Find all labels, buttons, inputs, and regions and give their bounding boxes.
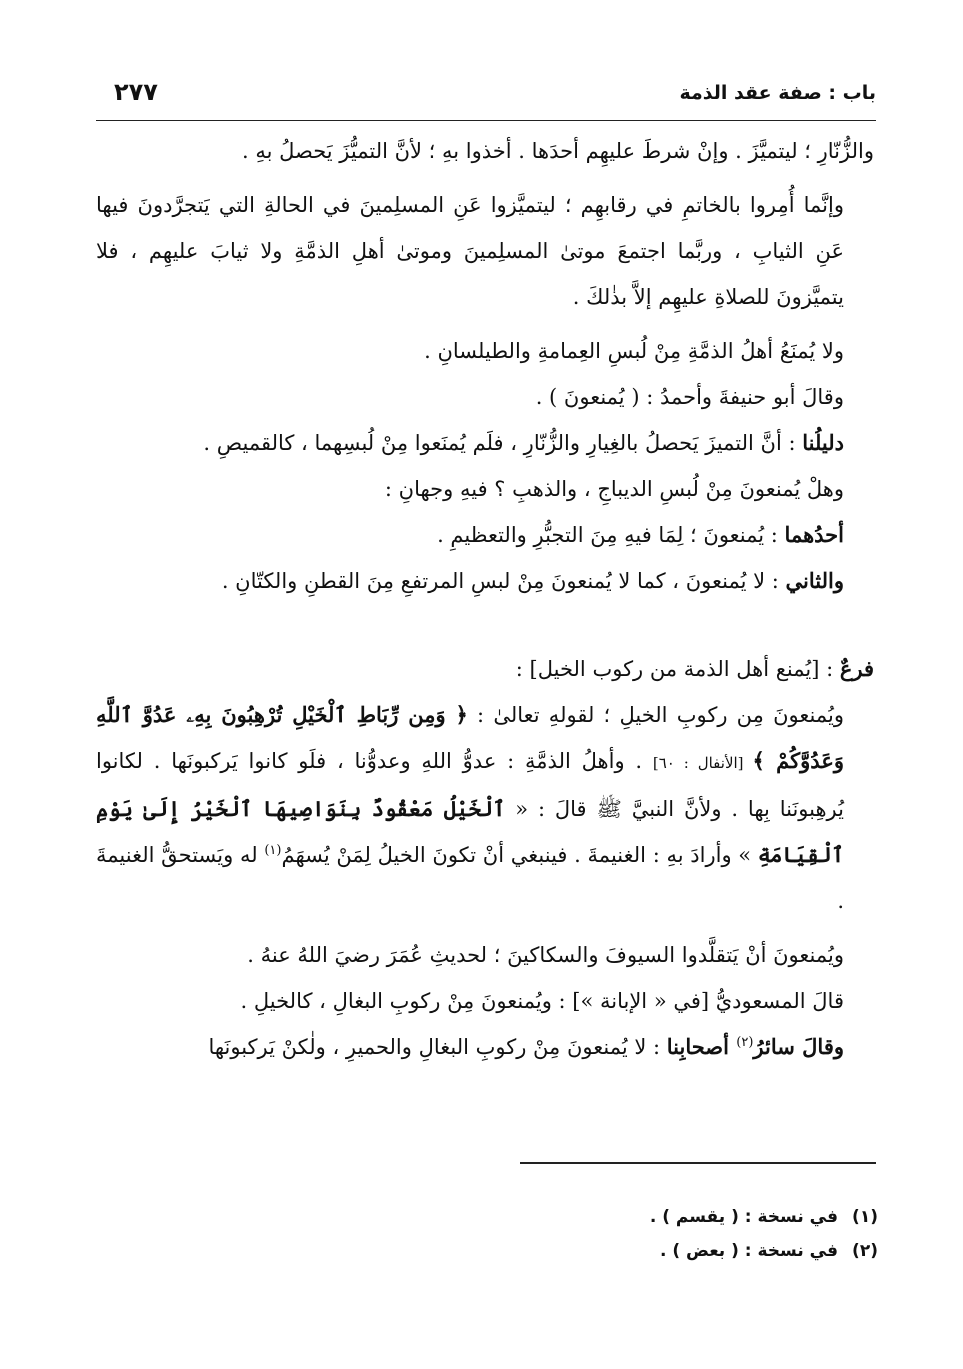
chapter-title: باب : صفة عقد الذمة xyxy=(679,82,876,104)
quran-verse: ﴿ وَمِن رِّبَاطِ ٱلْخَيْلِ تُرْهِبُونَ بِهِۦ عَدُوَّ ٱللَّهِ وَعَدُوَّكُمْ ﴾ xyxy=(96,702,844,773)
section-heading-title: : [يُمنع أهل الذمة من ركوب الخيل] : xyxy=(515,657,840,681)
paragraph-5 xyxy=(96,420,874,466)
paragraph-11: قالَ المسعوديُّ [في « الإبانة »] : ويُمنعونَ مِنْ ركوبِ البغالِ ، كالخيلِ . xyxy=(240,989,844,1013)
paragraph-5-lead: دليلُنا xyxy=(802,430,844,455)
footnote-1-num: (١) xyxy=(852,1207,878,1227)
section-heading-lead: فرعٌ xyxy=(839,656,874,681)
paragraph-8-text: : لا يُمنعونَ ، كما لا يُمنعونَ مِنْ لبسِ المرتفعِ مِنَ القطنِ والكتّانِ . xyxy=(221,569,786,593)
paragraph-7 xyxy=(96,512,874,558)
paragraph-8-lead: والثاني xyxy=(785,568,844,593)
paragraph-9-d: له ويَستحقُّ الغنيمةَ . xyxy=(96,843,844,913)
paragraph-12-lead: وقالَ سائرُ xyxy=(753,1034,844,1059)
footnote-ref-1: (١) xyxy=(264,843,282,858)
footnote-ref-2: (٢) xyxy=(736,1035,754,1050)
paragraph-9-a: ويُمنعونَ مِن ركوبِ الخيلِ ؛ لقولهِ تعالىٰ : xyxy=(467,703,845,727)
footnote-1 xyxy=(96,1200,878,1234)
verse-reference: [الأنفال : ٦٠] xyxy=(652,754,753,772)
paragraph-8 xyxy=(96,558,874,604)
paragraph-3: ولا يُمنَعُ أهلُ الذمَّةِ مِنْ لُبسِ العِمامةِ والطيلسانِ . xyxy=(424,339,844,363)
paragraph-12 xyxy=(96,1024,874,1070)
header-rule xyxy=(96,120,876,121)
footnote-1-text: في نسخة : ( يقسم ) . xyxy=(649,1207,838,1227)
paragraph-6: وهلْ يُمنعونَ مِنْ لُبسِ الديباجِ ، والذهبِ ؟ فيهِ وجهانِ : xyxy=(384,477,844,501)
paragraph-10: ويُمنعونَ أنْ يَتقلَّدوا السيوفَ والسكاكينَ ؛ لحديثِ عُمَرَ رضيَ اللهُ عنهُ . xyxy=(247,943,844,967)
footnote-2 xyxy=(96,1234,878,1268)
footnote-2-num: (٢) xyxy=(852,1241,878,1261)
hadith-quote: ٱلْخَيْلُ مَعْقُودٌ بِنَوَاصِيهَا ٱلْخَيْرُ إِلَىٰ يَوْمِ ٱلْقِيَامَةِ xyxy=(96,796,844,867)
section-heading xyxy=(96,646,874,692)
page-header xyxy=(96,76,876,116)
paragraph-5-text: : أنَّ التميزَ يَحصلُ بالغِيارِ والزُّنّارِ ، فلَم يُمنَعوا مِنْ لُبسِهما ، كالقميصِ . xyxy=(203,431,803,455)
paragraph-1: والزُّنّارِ ؛ ليتميَّزَ . وإنْ شرطَ عليهِم أحدَها . أخذوا بهِ ؛ لأنَّ التميُّزَ يَحصلُ بهِ . xyxy=(241,139,874,163)
paragraph-2: وإنَّما أُمِروا بالخاتمِ في رقابهِم ؛ ليتميَّزوا عَنِ المسلِمينَ في الحالةِ التي يَتجرَّدونَ فيها عَنِ الثيابِ ، وربَّما اجتمعَ موتىٰ المسلِمينَ وموتىٰ أهلِ الذمَّةِ ولا ثيابَ عليهِم ، فلا يتميَّزونَ للصلاةِ عليهِم إلاَّ بذٰلكَ . xyxy=(96,193,844,309)
paragraph-7-text: : يُمنعونَ ؛ لِمَا فيهِ مِنَ التجبُّرِ والتعظيمِ . xyxy=(437,523,785,547)
main-text xyxy=(96,128,874,1070)
paragraph-9 xyxy=(96,692,874,924)
footnote-rule xyxy=(520,1162,876,1164)
paragraph-9-c: » وأرادَ بهِ : الغنيمةَ . فينبغي أنْ تكونَ الخيلُ لِمَنْ يُسهَمُ xyxy=(281,843,758,867)
paragraph-7-lead: أحدُهما xyxy=(784,522,844,547)
paragraph-12-text: : لا يُمنعونَ مِنْ ركوبِ البغالِ والحميرِ ، ولٰكنْ يَركبونَها xyxy=(208,1035,667,1059)
page-number: ٢٧٧ xyxy=(114,78,158,106)
footnotes xyxy=(96,1200,878,1268)
paragraph-4: وقالَ أبو حنيفةَ وأحمدُ : ( يُمنعونَ ) . xyxy=(535,385,844,409)
paragraph-9-b: . وأهلُ الذمَّةِ : عدوُّ اللهِ وعدوُّنا ، فلَو كانوا يَركبونَها . لكانوا يُرهِبونَنا بِها . ولأنَّ النبيَّ ﷺ قالَ : « xyxy=(96,749,844,821)
footnote-2-text: في نسخة : ( بعض ) . xyxy=(659,1241,838,1261)
paragraph-12-lead2: أصحابِنا xyxy=(666,1034,737,1059)
